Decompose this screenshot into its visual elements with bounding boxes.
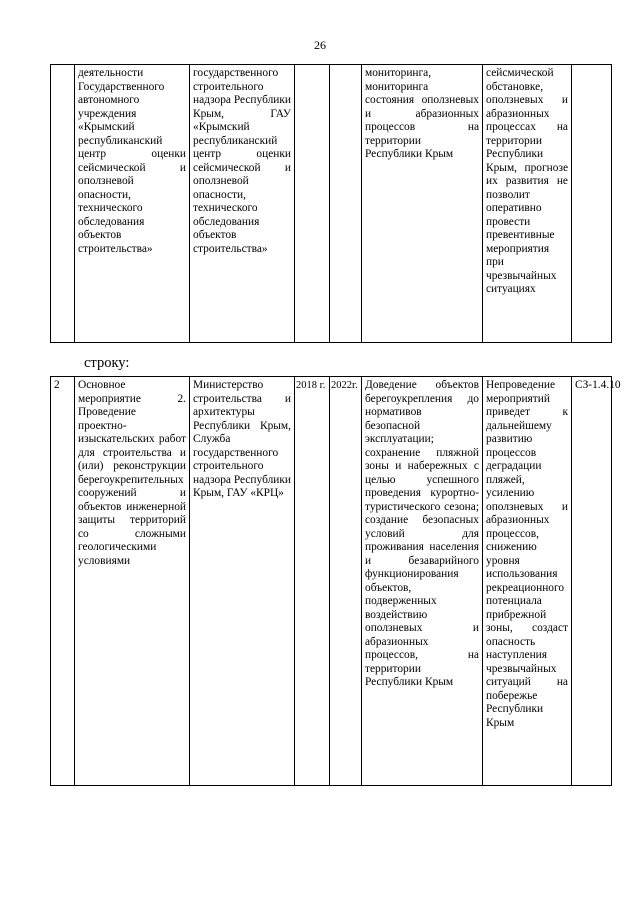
cell-executor: Министерство строительства и архитектуры Республики Крым, Служба государственного строительного надзора Республики Крым, ГАУ «КРЦ»	[190, 377, 295, 786]
cell-indicator: СЗ-1.4.10	[572, 377, 612, 786]
cell-activity: деятельности Государственного автономного учреждения «Крымский республиканский центр оценки сейсмической и оползневой опасности, технического обследования объектов строительства»	[75, 65, 190, 343]
program-table-continuation	[50, 64, 612, 343]
cell-start-year: 2018 г.	[295, 377, 330, 786]
cell-executor: государственного строительного надзора Республики Крым, ГАУ «Крымский республиканский центр оценки сейсмической и оползневой опасности, технического обследования объектов строительства»	[190, 65, 295, 343]
table-row	[51, 65, 612, 343]
cell-expected-result: Доведение объектов берегоукрепления до нормативов безопасной эксплуатации; сохранение пляжной зоны и набережных с целью успешного проведения курортно-туристического сезона; создание безопасных условий для проживания населения и безаварийного функционирования объектов, подверженных воздействию оползневых и абразионных процессов, на территории Республики Крым	[362, 377, 483, 786]
cell-activity: Основное мероприятие 2. Проведение проектно-изыскательских работ для строительства и (или) реконструкции берегоукрепительных сооружений и объектов инженерной защиты территорий со сложными геологическими условиями	[75, 377, 190, 786]
page-number: 26	[314, 38, 326, 52]
program-table-new-row	[50, 376, 621, 786]
cell-consequences: Непроведение мероприятий приведет к дальнейшему развитию процессов деградации пляжей, усилению оползневых и абразионных процессов, снижению уровня использования рекреационного потенциала прибрежной зоны, создаст опасность наступления чрезвычайных ситуаций на побережье Республики Крым	[483, 377, 572, 786]
interstitial-text: строку:	[84, 355, 130, 371]
cell-indicator	[572, 65, 612, 343]
cell-consequences: сейсмической обстановке, оползневых и абразионных процессах на территории Республики Крым, прогнозе их развития не позволит оперативно провести превентивные мероприятия при чрезвычайных ситуациях	[483, 65, 572, 343]
cell-start-year	[295, 65, 330, 343]
cell-number	[51, 65, 75, 343]
cell-end-year	[330, 65, 362, 343]
cell-expected-result: мониторинга, мониторинга состояния оползневых и абразионных процессов на территории Республики Крым	[362, 65, 483, 343]
cell-end-year: 2022г.	[330, 377, 362, 786]
cell-number: 2	[51, 377, 75, 786]
table-row	[51, 377, 612, 786]
